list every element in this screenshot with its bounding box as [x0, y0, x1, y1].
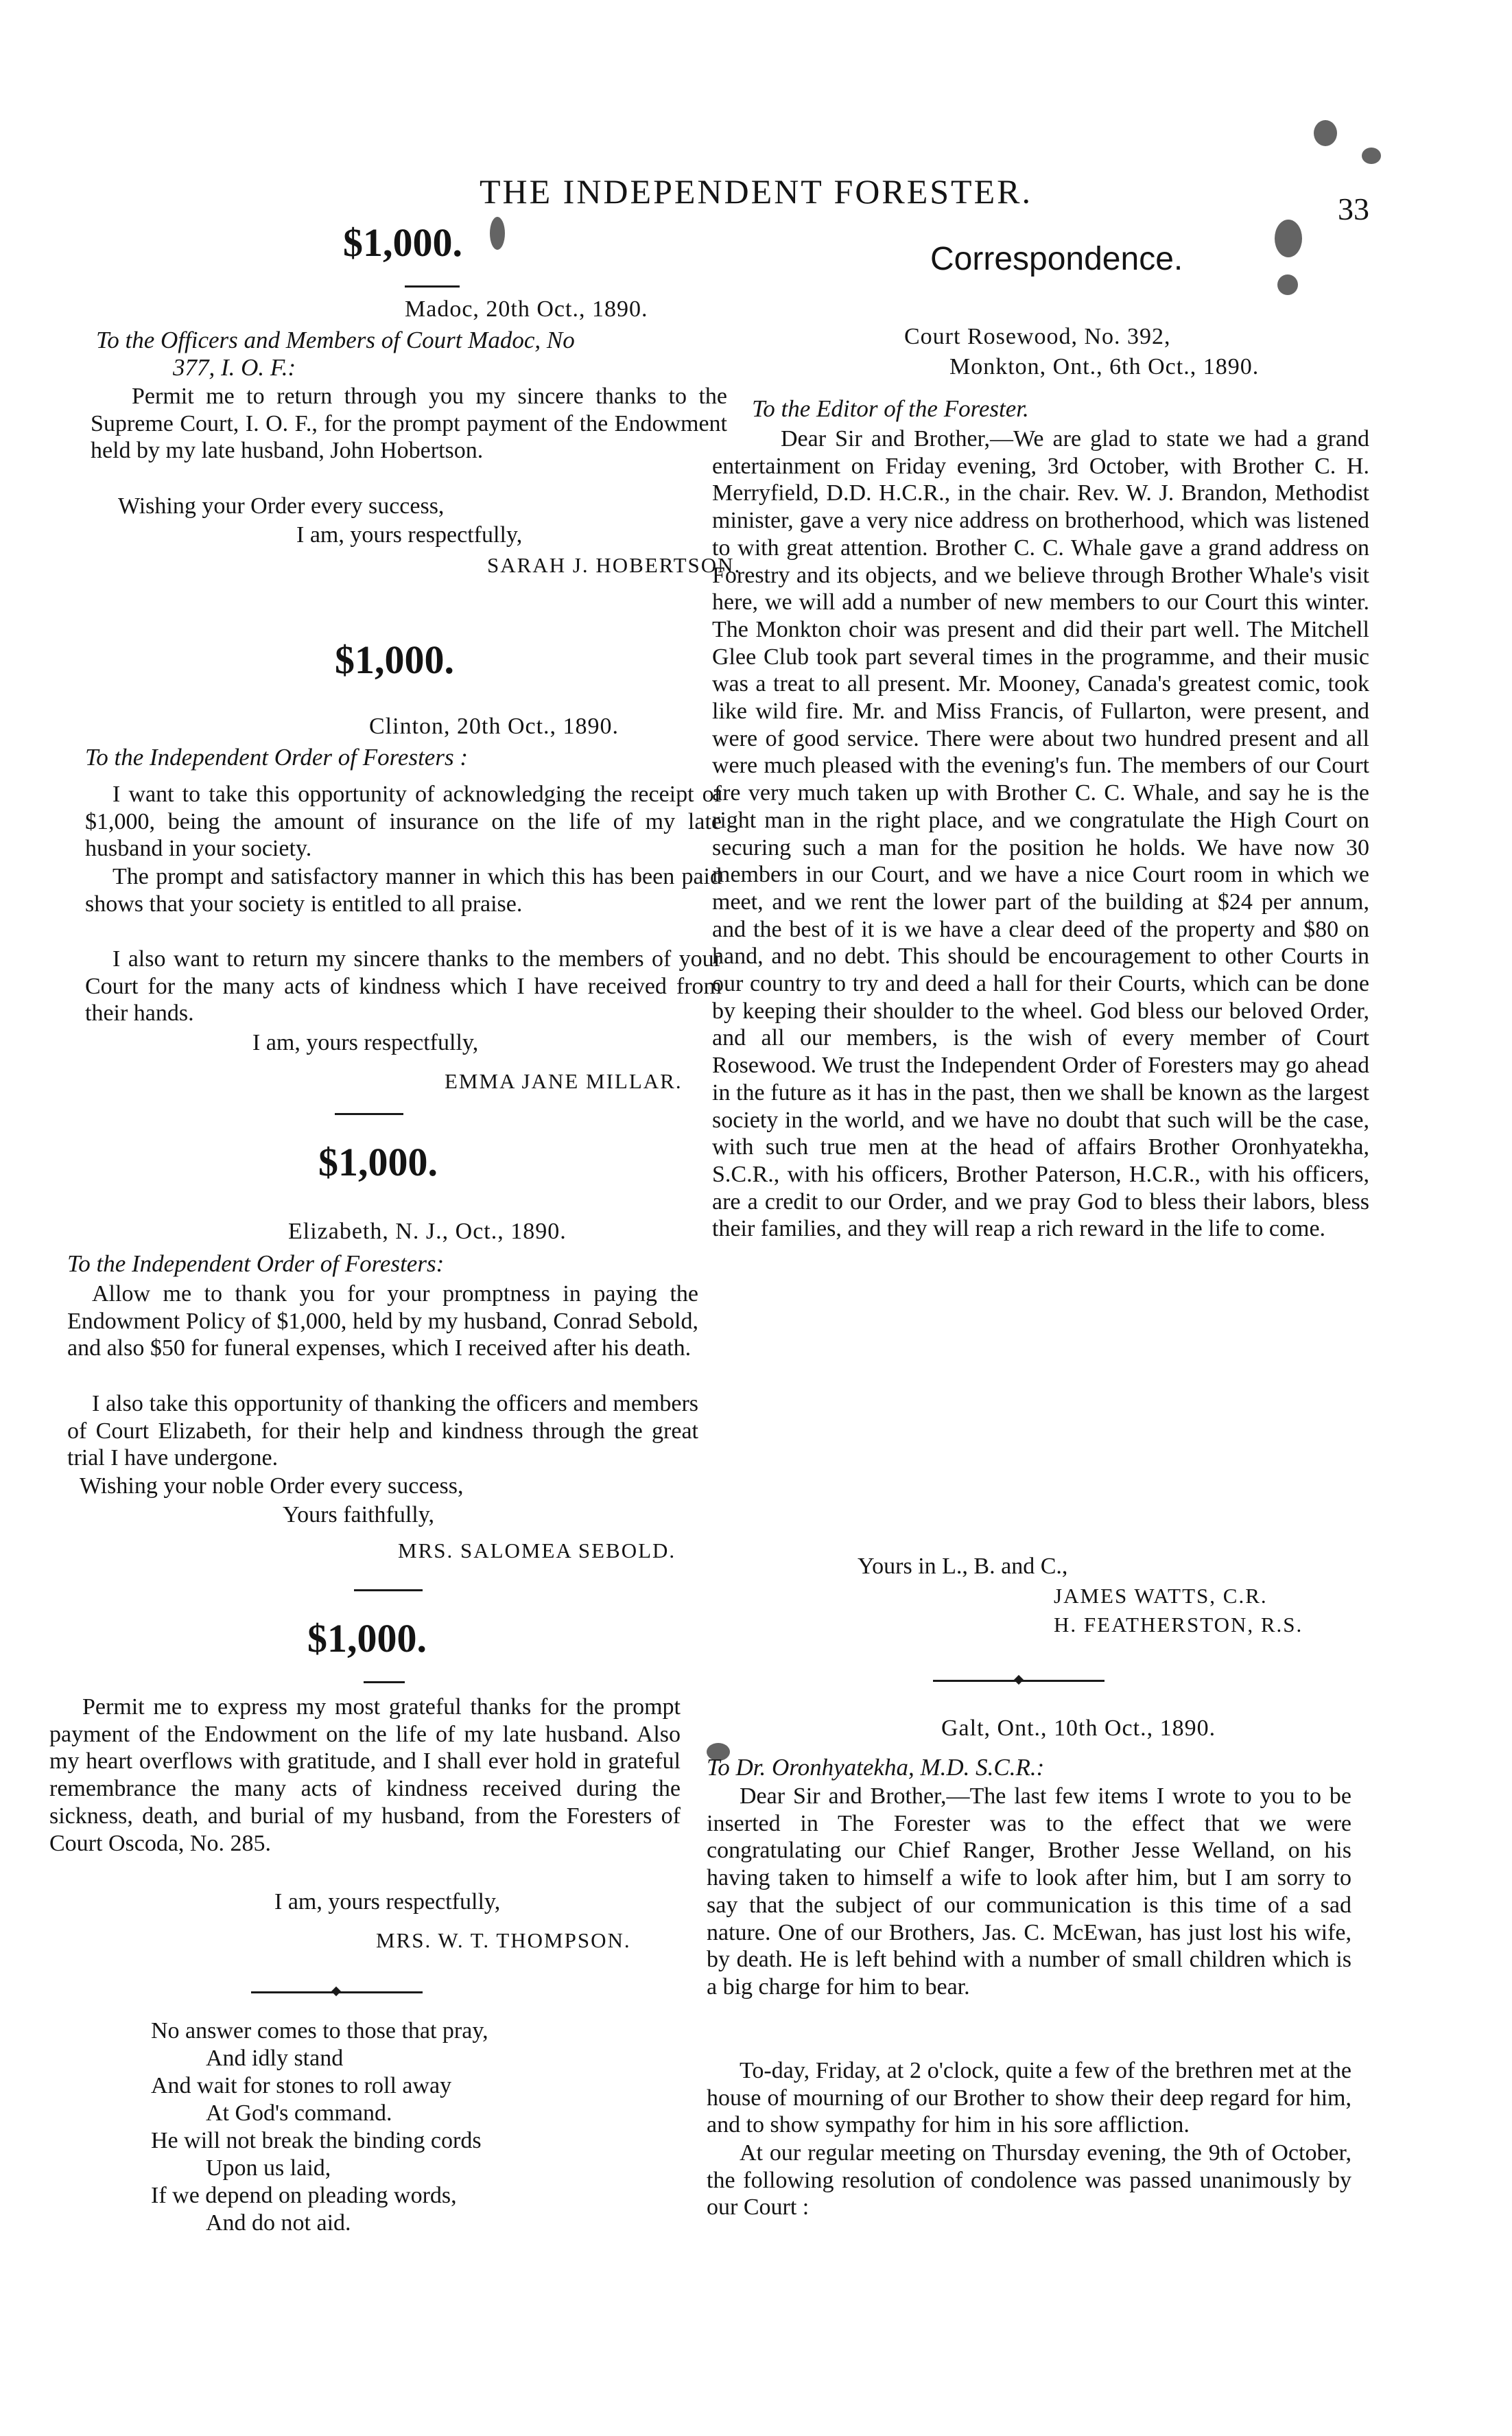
poem	[151, 2017, 700, 2237]
poem-line: And idly stand	[206, 2046, 344, 2071]
letter-body: Permit me to return through you my sincere thanks to the Supreme Court, I. O. F., for the prompt payment of the Endowment held by my late husband, John Hobertson.	[91, 384, 727, 464]
salutation: To the Independent Order of Foresters :	[85, 744, 468, 771]
divider	[354, 1589, 423, 1591]
letter-body: Dear Sir and Brother,—We are glad to state we had a grand entertainment on Friday evening, 3rd October, with Brother C. H. Merryfield, D.D. H.C.R., in the chair. Rev. W. J. Brandon, Methodist minister, gave a very nice address on brotherhood, which was listened to with great attention. Brother C. C. Whale gave a grand address on Forestry and its objects, and we believe through Brother Whale's visit here, we will add a number of new members to our Court this winter. The Monkton choir was present and did their part well. The Mitchell Glee Club took part several times in the programme, and their music was a treat to all present. Mr. Mooney, Canada's greatest comic, took like wild fire. Mr. and Miss Francis, of Fullarton, were present, and were of good service. There were about two hundred present and all were much pleased with the evening's fun. The members of our Court are very much taken up with Brother C. C. Whale, and say he is the right man in the right place, and we congratulate the High Court on securing such a man for the position he holds. We have now 30 members in our Court, and we have a nice Court room in which we meet, and we rent the lower part of the building at $24 per annum, and the best of it is we have a clear deed of the property and $80 on hand, and no debt. This should be encouragement to other Courts in our country to try and deed a hall for their Courts, which can be done by keeping their shoulder to the wheel. God bless our beloved Order, and all our members, is the wish of every member of Court Rosewood. We trust the Independent Order of Foresters may go ahead in the future as it has in the past, then we shall be known as the largest society in the world, and we have no doubt that such will be the case, with such true men at the head of affairs Brother Oronhyatekha, S.C.R., with his officers, Brother Paterson, H.C.R., with his officers, are a credit to our Order, and we pray God to bless their labors, bless their families, and they will reap a rich reward in the life to come.	[712, 426, 1369, 1242]
letter-paragraph: I want to take this opportunity of acknowledging the receipt of $1,000, being the amount of insurance on the life of my late husband in your society.	[85, 782, 722, 862]
letter-closing: Yours in L., B. and C.,	[858, 1554, 1068, 1579]
amount-heading: $1,000.	[335, 637, 454, 682]
ink-smudge	[1275, 220, 1302, 257]
amount-heading: $1,000.	[318, 1140, 438, 1184]
salutation: To Dr. Oronhyatekha, M.D. S.C.R.:	[707, 1754, 1045, 1781]
ink-smudge	[490, 217, 505, 250]
poem-line: Upon us laid,	[206, 2155, 331, 2181]
letter-paragraph: I also want to return my sincere thanks to the members of your Court for the many acts of kindness which I have received from their hands.	[85, 946, 722, 1027]
page-number: 33	[1338, 191, 1369, 226]
signature: MRS. SALOMEA SEBOLD.	[398, 1538, 676, 1562]
letter-paragraph: Allow me to thank you for your promptness in paying the Endowment Policy of $1,000, held by my husband, Conrad Sebold, and also $50 for funeral expenses, which I received after his death.	[67, 1281, 698, 1361]
section-heading: Correspondence.	[930, 241, 1183, 277]
ink-smudge	[1277, 274, 1298, 295]
letter-paragraph: I also take this opportunity of thanking the officers and members of Court Elizabeth, for their help and kindness through the great trial I have undergone.	[67, 1391, 698, 1471]
letter-paragraph: Dear Sir and Brother,—The last few items I wrote to you to be inserted in The Forester was to the effect that we were congratulating our Chief Ranger, Brother Jesse Welland, on his having taken to himself a wife to look after him, but I am sorry to say that the subject of our communication is this time of a sad nature. One of our Brothers, Jas. C. McEwan, has just lost his wife, by death. He is left behind with a number of small children which is a big charge for him to bear.	[707, 1783, 1351, 2000]
poem-line: If we depend on pleading words,	[151, 2183, 457, 2208]
dateline: Monkton, Ont., 6th Oct., 1890.	[949, 354, 1260, 379]
letter-closing: I am, yours respectfully,	[252, 1030, 479, 1055]
letter-paragraph: To-day, Friday, at 2 o'clock, quite a few of the brethren met at the house of mourning of our Brother to show their deep regard for him, and to show sympathy for him in his sore affliction.	[707, 2058, 1351, 2138]
letter-closing: Yours faithfully,	[283, 1502, 435, 1527]
signature: MRS. W. T. THOMPSON.	[376, 1928, 631, 1952]
divider	[405, 285, 460, 288]
page-header-title: THE INDEPENDENT FORESTER.	[479, 172, 1032, 211]
divider	[364, 1681, 405, 1683]
letter-body: Permit me to express my most grateful thanks for the prompt payment of the Endowment on the life of my late husband. Also my heart overflows with gratitude, and I shall ever hold in grateful remembrance the many acts of kindness received during the sickness, death, and burial of my husband, from the Foresters of Court Oscoda, No. 285.	[49, 1694, 681, 1856]
divider	[335, 1113, 403, 1115]
salutation: To the Editor of the Forester.	[752, 395, 1029, 422]
ink-smudge	[1314, 120, 1337, 146]
amount-heading: $1,000.	[343, 220, 462, 265]
dateline: Clinton, 20th Oct., 1890.	[369, 714, 619, 739]
poem-line: He will not break the binding cords	[151, 2128, 482, 2153]
signature: H. FEATHERSTON, R.S.	[1054, 1613, 1303, 1637]
poem-line: And do not aid.	[206, 2210, 351, 2236]
letter-wish: Wishing your noble Order every success,	[80, 1473, 464, 1499]
signature: EMMA JANE MILLAR.	[445, 1069, 683, 1093]
letter-closing: I am, yours respectfully,	[274, 1889, 501, 1914]
ink-smudge	[1362, 148, 1381, 164]
dateline: Galt, Ont., 10th Oct., 1890.	[941, 1715, 1216, 1741]
signature: JAMES WATTS, C.R.	[1054, 1584, 1268, 1608]
dateline: Court Rosewood, No. 392,	[904, 324, 1171, 349]
poem-line: At God's command.	[206, 2100, 392, 2126]
amount-heading: $1,000.	[307, 1616, 427, 1661]
letter-closing: I am, yours respectfully,	[296, 522, 523, 548]
letter-paragraph: The prompt and satisfactory manner in which this has been paid shows that your society is entitled to all praise.	[85, 864, 722, 917]
ornament-diamond	[331, 1987, 341, 1996]
salutation: To the Officers and Members of Court Madoc, No 377, I. O. F.:	[96, 327, 575, 381]
dateline: Elizabeth, N. J., Oct., 1890.	[288, 1219, 567, 1244]
poem-line: And wait for stones to roll away	[151, 2073, 452, 2098]
dateline: Madoc, 20th Oct., 1890.	[405, 296, 648, 322]
signature: SARAH J. HOBERTSON.	[487, 553, 742, 577]
ornament-diamond	[1014, 1675, 1024, 1685]
letter-paragraph: At our regular meeting on Thursday evening, the 9th of October, the following resolution of condolence was passed unanimously by our Court :	[707, 2140, 1351, 2221]
poem-line: No answer comes to those that pray,	[151, 2018, 488, 2043]
letter-wish: Wishing your Order every success,	[118, 493, 445, 519]
salutation: To the Independent Order of Foresters:	[67, 1250, 445, 1277]
